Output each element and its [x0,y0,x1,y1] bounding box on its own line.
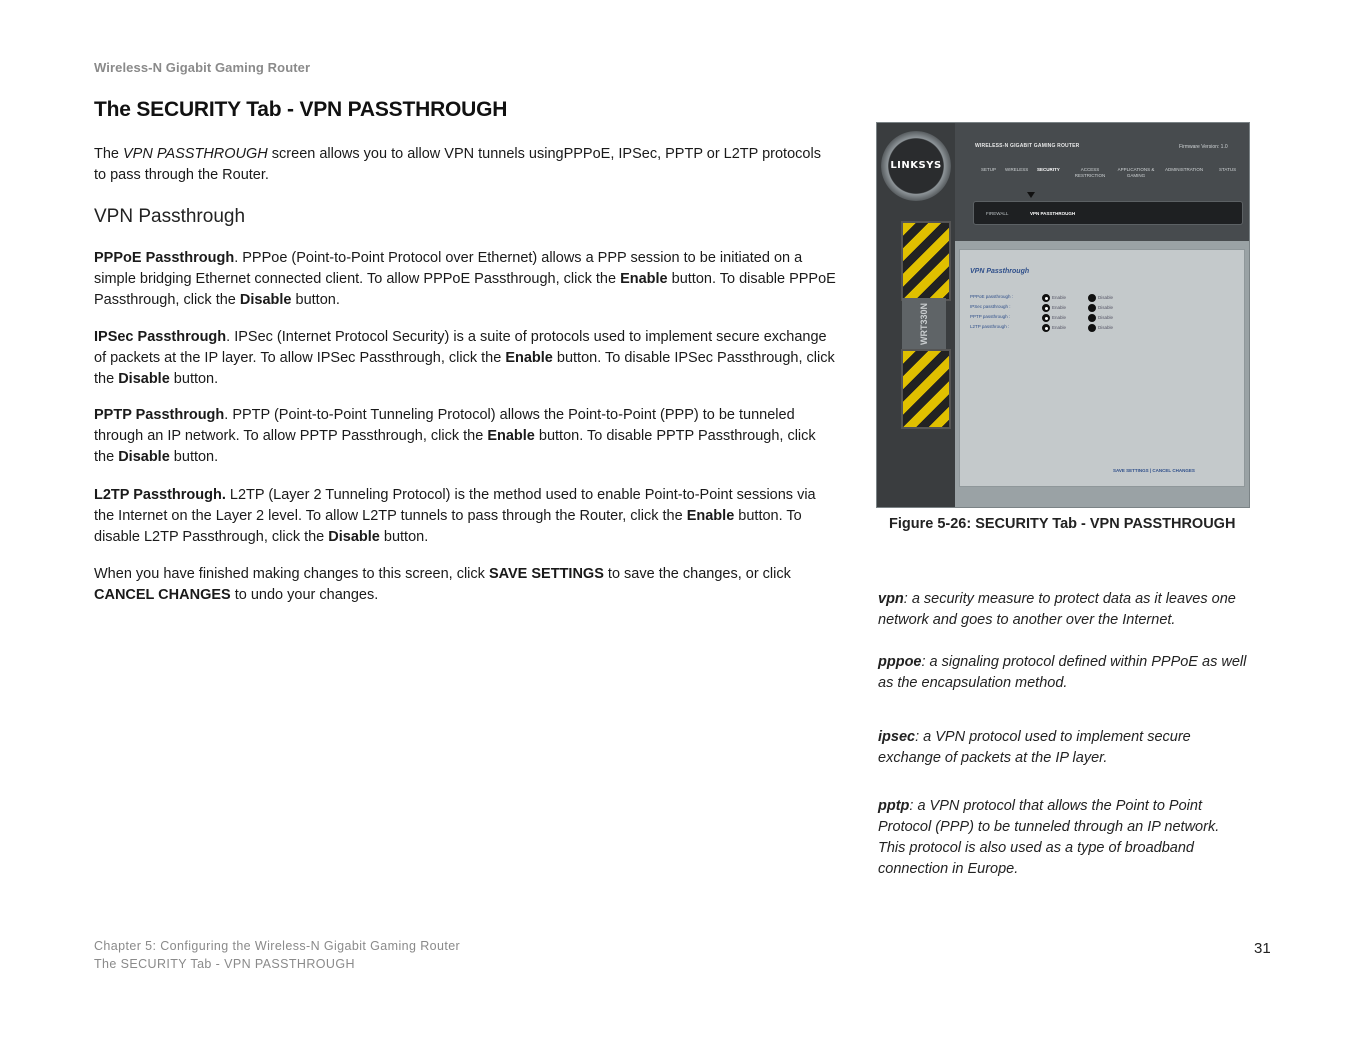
glossary-definition: : a signaling protocol defined within PPPoE as well as the encapsulation method. [878,654,1247,691]
paragraph-text: button. [169,371,219,387]
ui-tab-applications-gaming[interactable]: APPLICATIONS & GAMING [1117,167,1155,178]
disable-label: Disable [1098,305,1114,310]
paragraph-text: button. [291,292,340,308]
enable-label: Enable [1052,295,1067,300]
paragraph-text: button. To disable PPTP Passthrough, click the [94,428,816,465]
enable-keyword: Enable [505,350,553,366]
ipsec-paragraph [94,327,836,390]
paragraph-text: . PPPoe (Point-to-Point Protocol over Ethernet) allows a PPP session to be initiated on a simple bridging Ethernet connected client. To allow PPPoE Passthrough, click the [94,250,803,287]
pppoe-term: PPPoE Passthrough [94,250,235,266]
paragraph-text: L2TP (Layer 2 Tunneling Protocol) is the method used to enable Point-to-Point sessions via the Internet on the Layer 2 level. To allow L2TP tunnels to pass through the Router, click the [94,487,816,524]
ui-row-ipsec [970,304,1230,312]
save-settings-keyword: SAVE SETTINGS [488,566,604,582]
glossary-vpn [878,589,1248,631]
intro-text-rest: screen allows you to allow VPN tunnels usingPPPoE, IPSec, PPTP or L2TP protocols to pass through the Router. [94,146,821,183]
glossary-pptp [878,796,1248,880]
hazard-stripe-top [901,221,951,301]
ui-save-cancel-buttons[interactable]: SAVE SETTINGS | CANCEL CHANGES [1113,468,1195,473]
disable-keyword: Disable [118,449,170,465]
paragraph-text: button. To disable IPSec Passthrough, click the [94,350,835,387]
paragraph-text: button. [169,449,219,465]
hazard-stripe-bottom [901,349,951,429]
glossary-definition: : a security measure to protect data as it leaves one network and goes to another over the Internet. [878,591,1236,628]
paragraph-text: to save the changes, or click [603,566,791,582]
intro-paragraph [94,144,834,186]
ui-tab-security[interactable]: SECURITY [1037,167,1060,172]
disable-keyword: Disable [328,529,380,545]
pptp-paragraph [94,405,836,468]
disable-label: Disable [1098,295,1114,300]
model-tag: WRT330N [902,298,946,350]
pppoe-paragraph [94,248,836,311]
glossary-ipsec [878,727,1248,769]
router-screenshot-figure [876,122,1250,508]
ui-tab-status[interactable]: STATUS [1219,167,1237,172]
disable-label: Disable [1098,325,1114,330]
glossary-term: pptp [878,798,910,814]
enable-radio[interactable] [1042,314,1050,322]
finish-paragraph [94,564,836,606]
glossary-term: pppoe [878,654,922,670]
glossary-definition: : a VPN protocol that allows the Point to Point Protocol (PPP) to be tunneled through an IP network. This protocol is also used as a type of broadband connection in Europe. [878,798,1220,877]
ipsec-term: IPSec Passthrough [94,329,227,345]
disable-keyword: Disable [239,292,292,308]
l2tp-paragraph [94,485,836,548]
pptp-term: PPTP Passthrough [94,407,225,423]
paragraph-text: button. To disable L2TP Passthrough, click the [94,508,802,545]
running-header: Wireless-N Gigabit Gaming Router [94,60,311,75]
enable-keyword: Enable [686,508,735,524]
paragraph-text: . PPTP (Point-to-Point Tunneling Protocol) allows the Point-to-Point (PPP) to be tunneled through an IP network. To allow PPTP Passthrough, click the [94,407,795,444]
ui-row-label: IPSec passthrough : [970,304,1011,309]
ui-row-label: PPTP passthrough : [970,314,1011,319]
ui-firmware-version: Firmware Version: 1.0 [1179,144,1228,150]
enable-radio[interactable] [1042,294,1050,302]
paragraph-text: When you have finished making changes to this screen, click [94,566,489,582]
enable-label: Enable [1052,325,1067,330]
ui-row-label: L2TP passthrough : [970,324,1010,329]
l2tp-term: L2TP Passthrough. [94,487,226,503]
section-heading: VPN Passthrough [94,206,246,227]
ui-tab-setup[interactable]: SETUP [981,167,997,172]
disable-label: Disable [1098,315,1114,320]
page-title: The SECURITY Tab - VPN PASSTHROUGH [94,98,508,121]
paragraph-text: button. To disable PPPoE Passthrough, click the [94,271,836,308]
enable-radio[interactable] [1042,324,1050,332]
ui-row-pptp [970,314,1230,322]
cancel-changes-keyword: CANCEL CHANGES [94,587,231,603]
ui-panel-title: VPN Passthrough [970,268,1030,275]
intro-screen-name: VPN PASSTHROUGH [123,146,268,162]
ui-row-l2tp [970,324,1230,332]
glossary-term: vpn [878,591,904,607]
ui-content-panel [959,249,1245,487]
footer-section: The SECURITY Tab - VPN PASSTHROUGH [94,957,355,971]
enable-radio[interactable] [1042,304,1050,312]
ui-subnav-firewall[interactable]: FIREWALL [986,211,1009,216]
disable-keyword: Disable [118,371,170,387]
paragraph-text: . IPSec (Internet Protocol Security) is a suite of protocols used to implement secure exchange of packets at the IP layer. To allow IPSec Passthrough, click the [94,329,827,366]
footer-chapter: Chapter 5: Configuring the Wireless-N Gigabit Gaming Router [94,939,461,953]
ui-tab-administration[interactable]: ADMINISTRATION [1165,167,1204,172]
enable-label: Enable [1052,315,1067,320]
ui-router-title: WIRELESS-N GIGABIT GAMING ROUTER [975,143,1080,149]
enable-label: Enable [1052,305,1067,310]
ui-main-tabs [981,167,1237,187]
disable-radio[interactable] [1088,304,1096,312]
disable-radio[interactable] [1088,324,1096,332]
enable-keyword: Enable [487,428,535,444]
enable-keyword: Enable [620,271,668,287]
disable-radio[interactable] [1088,294,1096,302]
glossary-definition: : a VPN protocol used to implement secure exchange of packets at the IP layer. [878,729,1191,766]
linksys-logo: LINKSYS [890,160,942,171]
active-tab-arrow-icon [1027,192,1035,198]
glossary-pppoe [878,652,1248,694]
ui-row-label: PPPoE passthrough : [970,294,1014,299]
paragraph-text: to undo your changes. [230,587,379,603]
paragraph-text: button. [379,529,429,545]
ui-tab-wireless[interactable]: WIRELESS [1005,167,1029,172]
ui-subnav-bar [973,201,1243,225]
intro-text: The [94,146,124,162]
ui-row-pppoe [970,294,1230,302]
disable-radio[interactable] [1088,314,1096,322]
page-number: 31 [1254,940,1271,957]
ui-tab-access-restriction[interactable]: ACCESS RESTRICTION [1074,167,1106,178]
glossary-term: ipsec [878,729,916,745]
ui-subnav-vpn-passthrough[interactable]: VPN PASSTHROUGH [1030,211,1076,216]
figure-caption: Figure 5-26: SECURITY Tab - VPN PASSTHROUGH [889,516,1236,532]
